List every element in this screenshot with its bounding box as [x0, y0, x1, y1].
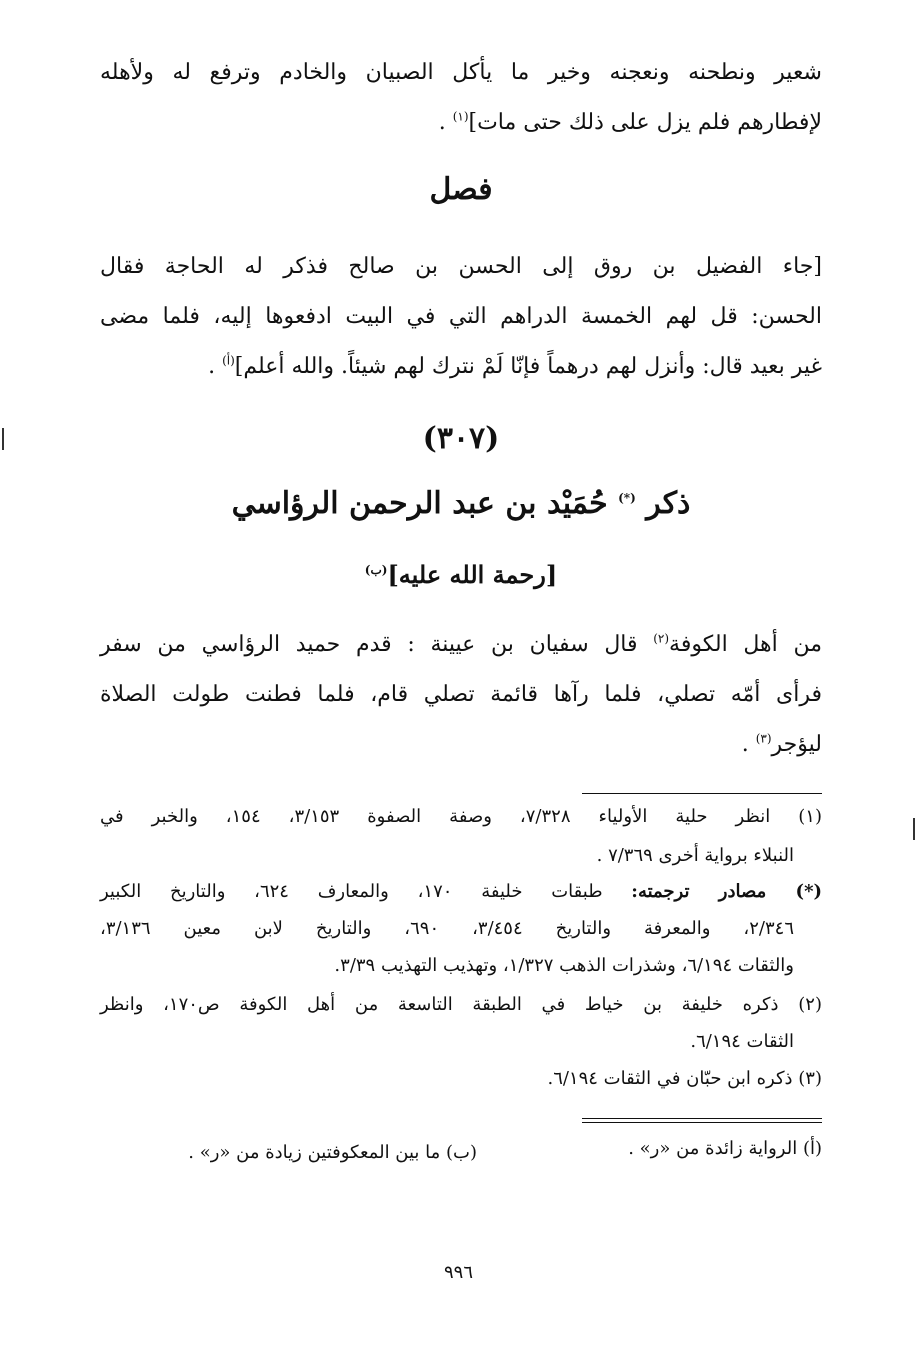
entry-title-name: حُمَيْد بن عبد الرحمن الرؤاسي: [231, 486, 608, 521]
variant-note-a: (أ) الرواية زائدة من «ر» .: [628, 1138, 822, 1159]
intro-line-1: شعير ونطحنه ونعجنه وخير ما يأكل الصبيان والخادم وترفع له ولأهله: [100, 60, 822, 85]
footnote-ref-1: (١): [452, 109, 469, 124]
entry-subtitle: [100, 560, 822, 590]
scan-edge-mark-left: [2, 428, 4, 450]
variant-ref-b: (ب): [364, 563, 388, 577]
variant-separator: [582, 1118, 822, 1123]
variant-ref-a: (أ): [222, 353, 235, 368]
footnote-ref-2: (٢): [653, 631, 670, 646]
body-line-3-text: ليؤجر: [771, 732, 822, 757]
body-line-3: [742, 730, 822, 760]
intro-line-2-end: .: [438, 110, 453, 135]
scan-edge-mark-right: [913, 818, 915, 840]
body-line-1: [100, 630, 822, 660]
entry-title-prefix: ذكر: [646, 486, 691, 521]
footnote-1-line-2: النبلاء برواية أخرى ٧/٣٦٩ .: [596, 845, 794, 866]
footnote-1-line-1: (١) انظر حلية الأولياء ٧/٣٢٨، وصفة الصفوة ٣/١٥٣، ١٥٤، والخبر في: [100, 806, 822, 827]
body-line-2: فرأى أمّه تصلي، فلما رآها قائمة تصلي قام، فلما فطنت طولت الصلاة: [100, 682, 822, 707]
body-line-1-b: قال سفيان بن عيينة : قدم حميد الرؤاسي من سفر: [100, 632, 654, 657]
footnote-separator: [582, 793, 822, 794]
footnote-star-line-2: ٢/٣٤٦، والمعرفة والتاريخ ٣/٤٥٤، ٦٩٠، والتاريخ لابن معين ٣/١٣٦،: [100, 918, 794, 939]
fasl-line-3-end: .: [208, 354, 223, 379]
footnote-star-line-3: والثقات ٦/١٩٤، وشذرات الذهب ١/٣٢٧، وتهذيب التهذيب ٣/٣٩.: [334, 955, 794, 976]
intro-line-2-text: لإفطارهم فلم يزل على ذلك حتى مات]: [468, 110, 822, 135]
footnote-star-line-1: [100, 879, 822, 905]
intro-line-2: [439, 108, 822, 138]
footnote-star-label: (*) مصادر ترجمته:: [631, 881, 823, 902]
footnote-3: (٣) ذكره ابن حبّان في الثقات ٦/١٩٤.: [547, 1068, 822, 1089]
fasl-line-3-text: غير بعيد قال: وأنزل لهم درهماً فإنّا لَمْ نترك لهم شيئاً. والله أعلم]: [234, 354, 822, 379]
section-heading: فصل: [429, 172, 493, 207]
fasl-line-2: الحسن: قل لهم الخمسة الدراهم التي في البيت ادفعوها إليه، فلما مضى: [100, 304, 822, 329]
entry-title: [100, 484, 822, 524]
variant-note-b: (ب) ما بين المعكوفتين زيادة من «ر» .: [188, 1142, 477, 1163]
entry-subtitle-text: [رحمة الله عليه]: [387, 560, 558, 589]
footnote-ref-3: (٣): [755, 731, 772, 746]
fasl-line-1: [جاء الفضيل بن روق إلى الحسن بن صالح فذكر له الحاجة فقال: [100, 254, 822, 279]
body-line-3-end: .: [741, 732, 756, 757]
footnote-2-line-1: (٢) ذكره خليفة بن خياط في الطبقة التاسعة من أهل الكوفة ص١٧٠، وانظر: [100, 994, 822, 1015]
entry-number: (٣٠٧): [422, 421, 500, 456]
fasl-line-3: [208, 352, 822, 382]
entry-title-mark: (*): [618, 491, 636, 505]
footnote-2-line-2: الثقات ٦/١٩٤.: [690, 1031, 794, 1052]
body-line-1-a: من أهل الكوفة: [669, 632, 822, 657]
page-number: ٩٩٦: [443, 1262, 473, 1283]
footnote-star-line-1-rest: طبقات خليفة ١٧٠، والمعارف ٦٢٤، والتاريخ الكبير: [100, 881, 632, 902]
